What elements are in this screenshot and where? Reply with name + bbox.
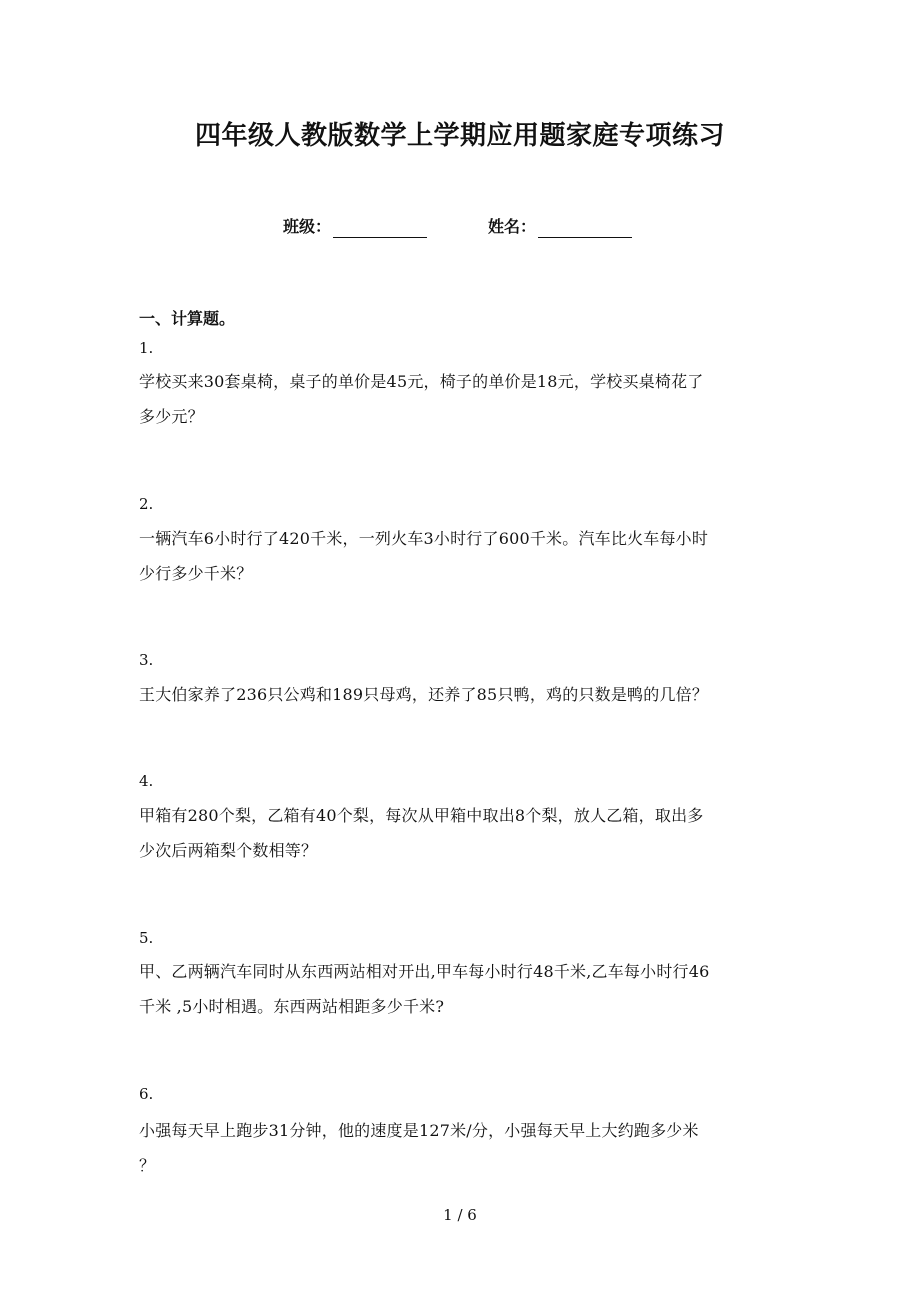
question-number: 6. <box>139 1085 154 1103</box>
page-indicator: 1 / 6 <box>443 1206 477 1224</box>
question-text <box>139 1113 789 1183</box>
class-label: 班级： <box>283 217 332 236</box>
question-text <box>139 521 789 591</box>
name-blank[interactable] <box>538 219 632 238</box>
question-line: 学校买来30套桌椅，桌子的单价是45元，椅子的单价是18元，学校买桌椅花了 <box>139 372 704 391</box>
question-line: 甲箱有280个梨，乙箱有40个梨，每次从甲箱中取出8个梨，放人乙箱，取出多 <box>139 806 704 825</box>
question-number: 1. <box>139 339 154 357</box>
question-number: 2. <box>139 495 154 513</box>
class-blank[interactable] <box>333 219 427 238</box>
question-text <box>139 954 789 1024</box>
question-number: 4. <box>139 772 154 790</box>
question-line: 千米 ,5小时相遇。东西两站相距多少千米? <box>139 997 445 1016</box>
class-field <box>283 216 427 238</box>
question-text <box>139 798 789 868</box>
question-line: 王大伯家养了236只公鸡和189只母鸡，还养了85只鸭，鸡的只数是鸭的几倍？ <box>139 685 709 704</box>
question-text <box>139 364 789 434</box>
question-line: ？ <box>139 1156 156 1175</box>
question-line: 少次后两箱梨个数相等？ <box>139 841 318 860</box>
question-line: 甲、乙两辆汽车同时从东西两站相对开出,甲车每小时行48千米,乙车每小时行46 <box>139 962 710 981</box>
name-field <box>488 216 632 238</box>
name-label: 姓名： <box>488 217 537 236</box>
question-number: 5. <box>139 929 154 947</box>
page-title: 四年级人教版数学上学期应用题家庭专项练习 <box>194 121 725 151</box>
question-text <box>139 677 789 712</box>
section-heading: 一、计算题。 <box>139 309 236 328</box>
question-line: 多少元？ <box>139 407 204 426</box>
question-line: 一辆汽车6小时行了420千米，一列火车3小时行了600千米。汽车比火车每小时 <box>139 529 709 548</box>
question-line: 小强每天早上跑步31分钟，他的速度是127米/分，小强每天早上大约跑多少米 <box>139 1121 699 1140</box>
question-line: 少行多少千米？ <box>139 564 253 583</box>
question-number: 3. <box>139 651 154 669</box>
